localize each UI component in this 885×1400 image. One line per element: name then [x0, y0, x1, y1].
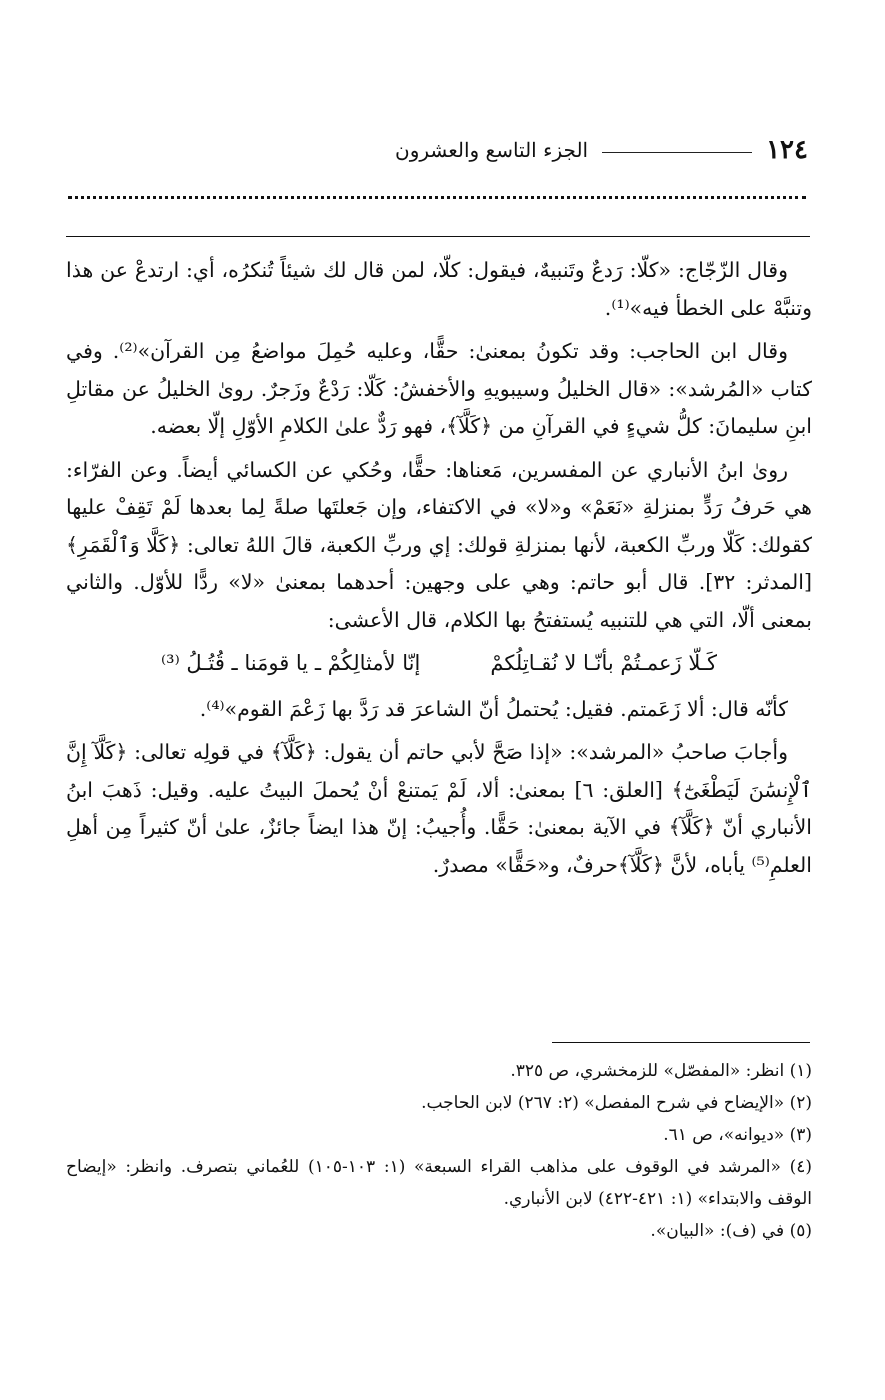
- header-rule: [66, 236, 810, 237]
- header-divider: [602, 152, 752, 153]
- paragraph: كأنّه قال: ألا زَعَمتم. فقيل: يُحتملُ أنّ الشاعرَ قد رَدَّ بها زَعْمَ القوم»⁽⁴⁾.: [199, 696, 788, 721]
- footnote: (٣) «ديوانه»، ص ٦١.: [663, 1125, 812, 1145]
- footnote: (١) انظر: «المفصّل» للزمخشري، ص ٣٢٥.: [510, 1061, 812, 1081]
- main-text: [66, 252, 812, 890]
- poetry-verse: [66, 645, 812, 683]
- footnote: (٥) في (ف): «البيان».: [650, 1221, 812, 1241]
- page-number: ١٢٤: [766, 135, 808, 165]
- footnotes: [66, 1055, 812, 1247]
- part-title: الجزء التاسع والعشرون: [395, 138, 589, 162]
- footnote: (٤) «المرشد في الوقوف على مذاهب القراء السبعة» (١: ١٠٣-١٠٥) للعُماني بتصرف. وانظر: «إيضاح الوقف والابتداء» (١: ٤٢١-٤٢٢) لابن الأنباري.: [66, 1157, 812, 1209]
- footnote-rule: [552, 1042, 810, 1043]
- page-header: [68, 130, 808, 170]
- verse-first-hemistich: كَـلّا زَعمـتُمْ بأنّـا لا نُقـاتِلُكمْ: [490, 651, 718, 675]
- dotted-separator: [68, 196, 806, 219]
- paragraph: وقال الزّجّاج: «كلّا: رَدعٌ وتَنبيهٌ، فيقول: كلّا، لمن قال لك شيئاً تُنكرُه، أي: ارتدعْ عن هذا وتنبَّهْ على الخطأ فيه»⁽¹⁾.: [66, 258, 812, 320]
- paragraph: روىٰ ابنُ الأنباري عن المفسرين، مَعناها: حقًّا، وحُكي عن الكسائي أيضاً. وعن الفرّاء: هي حَرفُ رَدٍّ بمنزلةِ «نَعَمْ» و«لا» في الاكتفاء، وإن جَعلتَها صلةً لِما بعدها لَمْ تَقِفْ عليها كقولك: كَلّا وربِّ الكعبة، لأنها بمنزلةِ قولك: إي وربِّ الكعبة، قالَ اللهُ تعالى: ﴿كَلَّا وَٱلْقَمَرِ﴾ [المدثر: ٣٢]. قال أبو حاتم: وهي على وجهين: أحدهما بمعنىٰ «لا» ردًّا للأوّل. والثاني بمعنى ألّا، التي هي للتنبيه يُستفتحُ بها الكلام، قال الأعشى:: [66, 457, 812, 632]
- paragraph: وقال ابن الحاجب: وقد تكونُ بمعنىٰ: حقًّا، وعليه حُمِلَ مواضعُ مِن القرآن»⁽²⁾. وفي كتاب «المُرشد»: «قال الخليلُ وسيبويهِ والأخفشُ: كَلّا: رَدْعٌ وزَجرٌ. روىٰ الخليلُ عن مقاتلِ ابنِ سليمانَ: كلُّ شيءٍ في القرآنِ من ﴿كَلَّآ﴾، فهو رَدٌّ علىٰ الكلامِ الأوّلِ إلّا بعضه.: [66, 339, 812, 438]
- verse-second-hemistich: إنّا لأمثالِكُمْ ـ يا قومَنا ـ قُتُـلُ ⁽³⁾: [161, 651, 421, 675]
- paragraph: وأجابَ صاحبُ «المرشد»: «إذا صَحَّ لأبي حاتم أن يقول: ﴿كَلَّآ﴾ في قولِه تعالى: ﴿كَلَّآ إِنَّ ٱلْإِنسَٰنَ لَيَطْغَىٰٓ﴾ [العلق: ٦] بمعنىٰ: ألا، لَمْ يَمتنعْ أنْ يُحملَ البيتُ عليه. وقيل: ذَهبَ ابنُ الأنباري أنّ ﴿كَلَّآ﴾ في الآية بمعنىٰ: حَقًّا. وأُجيبُ: إنّ هذا ايضاً جائزٌ، علىٰ أنّ كثيراً مِن أهلِ العلمِ⁽⁵⁾ يأباه، لأنَّ ﴿كَلَّآ﴾حرفٌ، و«حَقًّا» مصدرٌ.: [66, 740, 812, 877]
- footnote: (٢) «الإيضاح في شرح المفصل» (٢: ٢٦٧) لابن الحاجب.: [421, 1093, 812, 1113]
